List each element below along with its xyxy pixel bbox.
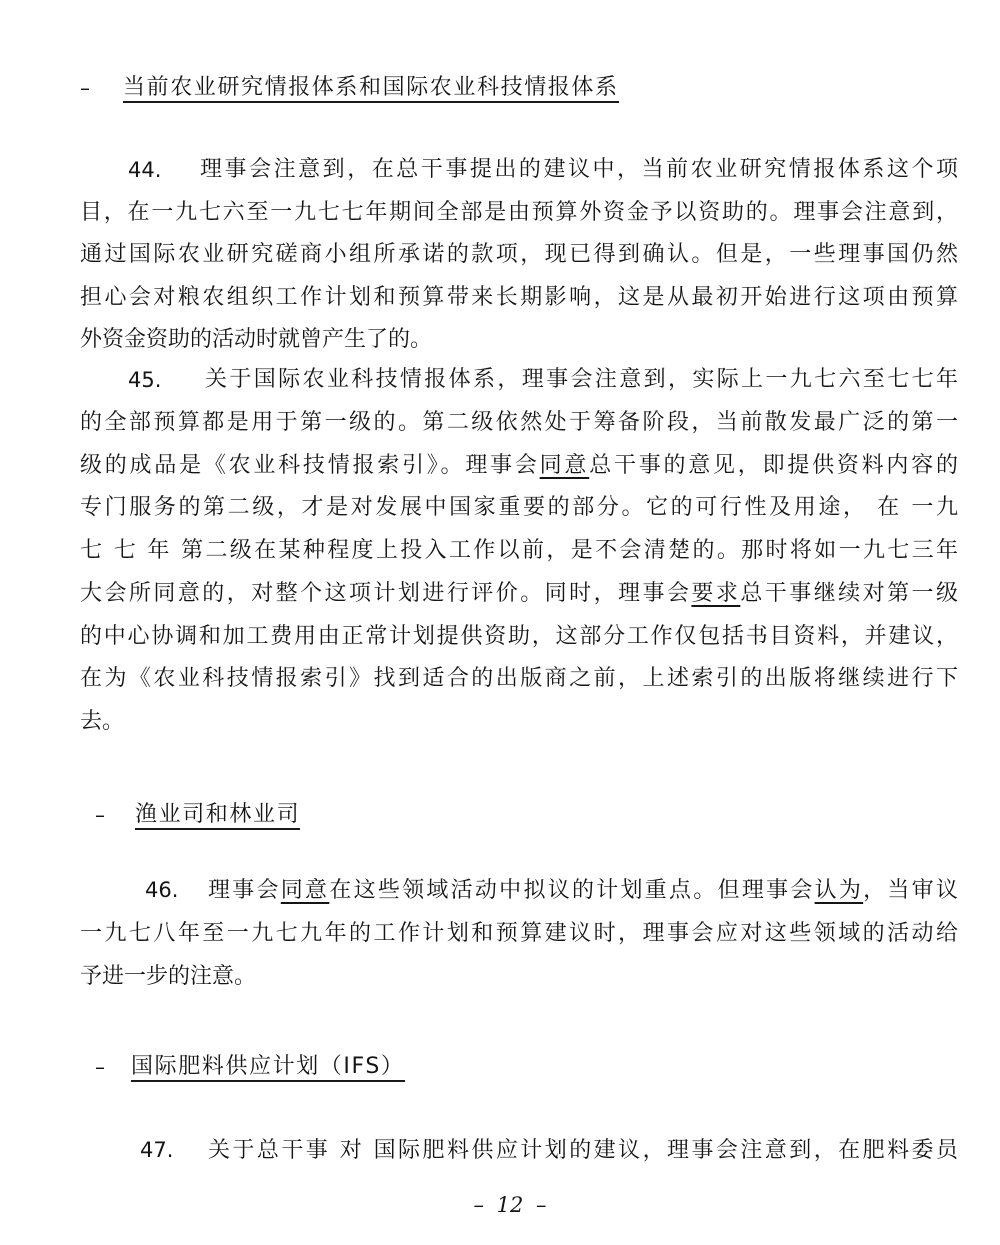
text-line <box>80 701 958 744</box>
section-heading <box>0 795 1000 835</box>
heading-title <box>135 795 300 835</box>
heading-dash: – <box>80 76 90 100</box>
section-heading <box>0 68 1000 108</box>
line-text: 级的成品是《农业科技情报索引》。理事会 <box>80 452 540 478</box>
text-line <box>80 402 958 445</box>
line-text: 的全部预算都是用于第一级的。第二级依然处于筹备阶段，当前散发最广泛的第一 <box>80 409 958 435</box>
text-line <box>80 319 958 362</box>
paragraph-44 <box>80 149 958 362</box>
paragraph-number: 44. <box>128 158 162 182</box>
heading-title-text: 渔业司和林业司 <box>135 802 300 830</box>
line-text: 七 七 年 第二级在某种程度上投入工作以前，是不会清楚的。那时将如一九七三年 <box>80 538 958 563</box>
line-text: 在为《农业科技情报索引》找到适合的出版商之前，上述索引的出版将继续进行下 <box>80 666 958 692</box>
line-text: 总干事继续对第一级 <box>740 580 958 606</box>
line-text: 在这些领域活动中拟议的计划重点。但理事会 <box>329 878 815 903</box>
section-heading <box>0 1047 1000 1087</box>
line-text: 理事会注意到，在总干事提出的建议中，当前农业研究情报体系这个项 <box>200 157 958 182</box>
page-number: – 12 – <box>473 1193 547 1217</box>
heading-title-text: 国际肥料供应计划（IFS） <box>131 1054 405 1082</box>
text-line <box>80 192 958 235</box>
heading-title <box>123 68 619 108</box>
text-line <box>80 616 958 659</box>
text-line <box>80 277 958 320</box>
line-text: 大会所同意的，对整个这项计划进行评价。同时，理事会 <box>80 580 692 606</box>
line-text: 的中心协调和加工费用由正常计划提供资助，这部分工作仅包括书目资料，并建议， <box>80 623 958 649</box>
underlined-text: 同意 <box>539 452 590 478</box>
line-text: 通过国际农业研究磋商小组所承诺的款项，现已得到确认。但是，一些理事国仍然 <box>80 242 958 267</box>
text-line <box>80 487 958 530</box>
underlined-text: 要求 <box>691 580 741 606</box>
line-text: ，当审议 <box>863 878 958 903</box>
line-text: 外资金资助的活动时就曾产生了的。 <box>80 327 433 352</box>
text-line <box>80 1129 958 1172</box>
line-text: 专门服务的第二级，才是对发展中国家重要的部分。它的可行性及用途， 在 一九 <box>80 495 958 521</box>
text-line <box>80 359 958 402</box>
line-text: 一九七八年至一九七九年的工作计划和预算建议时，理事会应对这些领域的活动给 <box>80 921 958 946</box>
text-line <box>80 573 958 616</box>
line-text: 关于国际农业科技情报体系，理事会注意到，实际上一九七六至七七年 <box>205 367 958 392</box>
heading-title <box>131 1047 405 1087</box>
text-line <box>80 445 958 488</box>
line-text: 理事会 <box>208 878 281 903</box>
heading-dash: – <box>95 1055 105 1079</box>
heading-dash: – <box>95 803 105 827</box>
text-line <box>80 234 958 277</box>
paragraph-number: 47. <box>140 1138 174 1162</box>
text-line <box>80 869 958 912</box>
text-line <box>80 658 958 701</box>
heading-title-text: 当前农业研究情报体系和国际农业科技情报体系 <box>123 75 619 103</box>
underlined-text: 认为 <box>814 878 864 903</box>
text-line <box>80 912 958 955</box>
paragraph-number: 46. <box>145 878 179 902</box>
line-text: 担心会对粮农组织工作计划和预算带来长期影响，这是从最初开始进行这项由预算 <box>80 284 958 310</box>
line-text: 予进一步的注意。 <box>80 964 257 989</box>
text-line <box>80 149 958 192</box>
text-line <box>80 530 958 573</box>
paragraph-45 <box>80 359 958 744</box>
underlined-text: 同意 <box>280 878 330 903</box>
paragraph-46 <box>80 869 958 998</box>
paragraph-number: 45. <box>128 368 162 392</box>
line-text: 总干事的意见，即提供资料内容的 <box>589 452 958 478</box>
line-text: 去。 <box>80 709 125 734</box>
paragraph-47 <box>80 1129 958 1172</box>
text-line <box>80 955 958 998</box>
line-text: 目，在一九七六至一九七七年期间全部是由预算外资金予以资助的。理事会注意到， <box>80 199 958 225</box>
line-text: 关于总干事 对 国际肥料供应计划的建议，理事会注意到，在肥料委员 <box>208 1138 958 1163</box>
